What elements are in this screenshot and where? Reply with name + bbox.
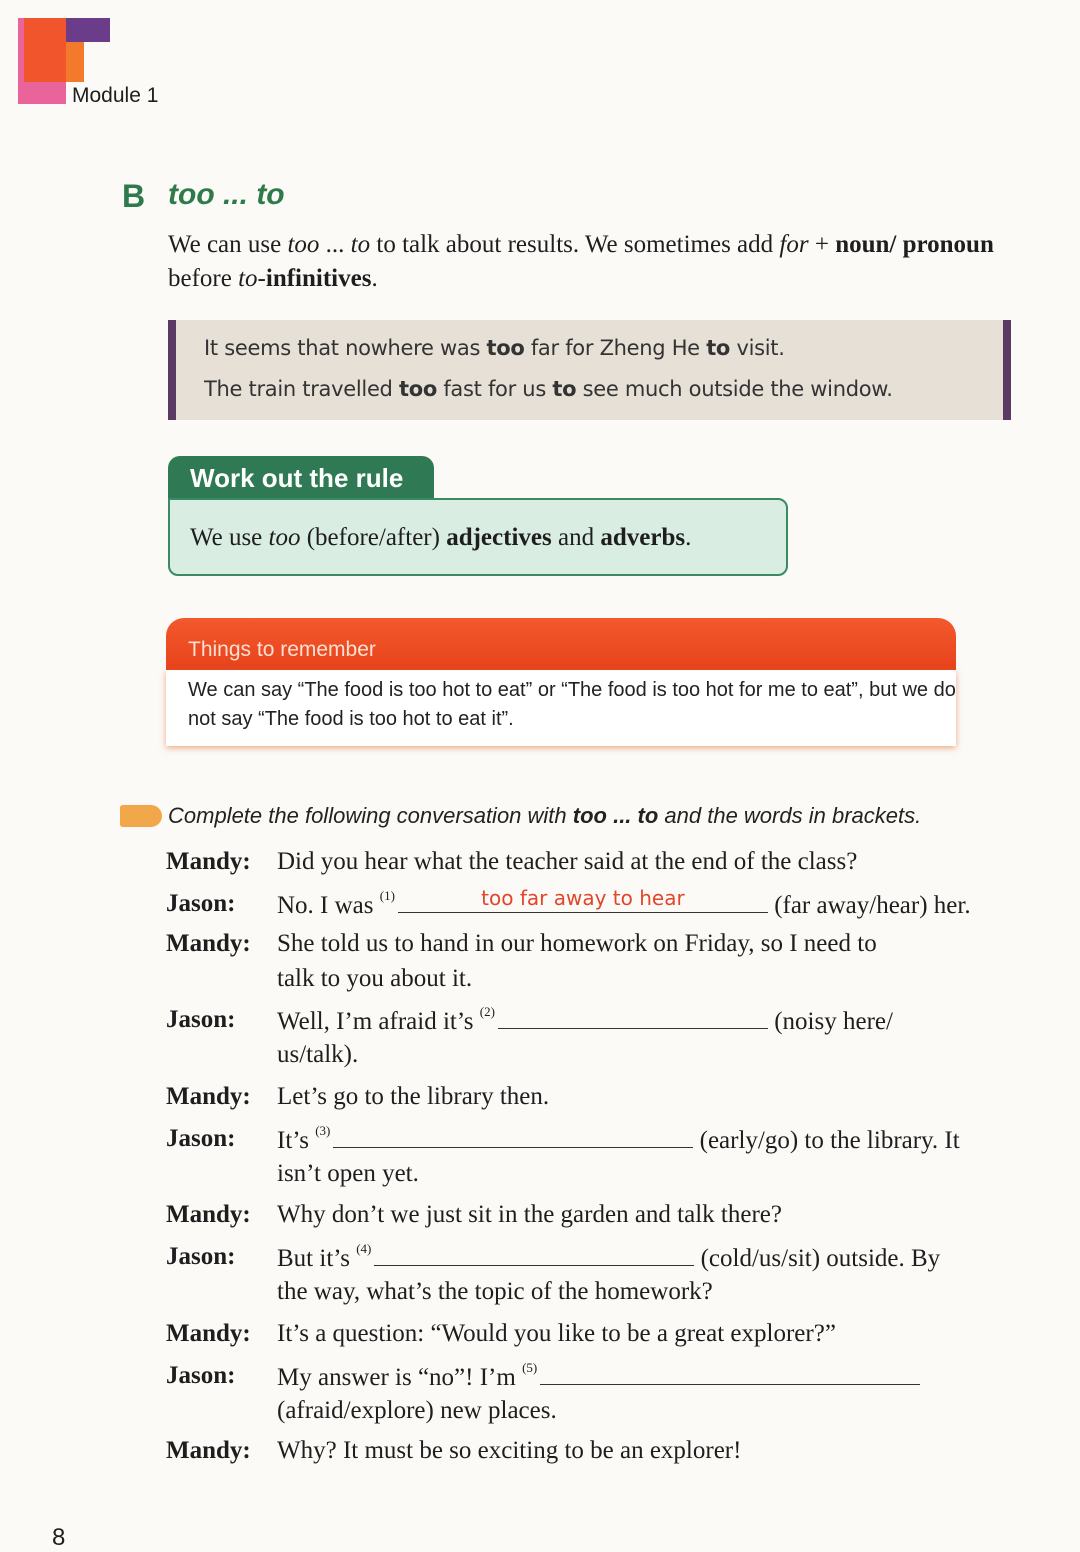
blank-number: (4)	[356, 1241, 372, 1256]
section-title: too ... to	[168, 178, 285, 211]
text-run: We can use	[168, 231, 288, 258]
text-run: ...	[319, 231, 351, 258]
text-run: We use	[190, 524, 269, 551]
answer-blank-2[interactable]	[498, 1006, 768, 1029]
text-run: The train travelled	[204, 377, 399, 401]
text-run: -	[257, 265, 266, 292]
rule-box-title: Work out the rule	[168, 456, 434, 500]
speaker-jason: Jason:	[166, 1125, 236, 1152]
text-run: too	[268, 524, 301, 551]
text-run: Well, I’m afraid it’s	[277, 1008, 480, 1035]
text-run: Did you hear what the teacher said at the end of the class?	[277, 848, 858, 875]
text-run: visit.	[730, 336, 785, 360]
module-label: Module 1	[72, 84, 159, 107]
text-run: to	[706, 336, 731, 360]
text-run: Let’s go to the library then.	[277, 1083, 550, 1110]
blank-number: (2)	[479, 1004, 495, 1019]
text-run: She told us to hand in our homework on Friday, so I need to	[277, 930, 877, 957]
remember-box	[166, 618, 958, 746]
dialogue-line	[277, 848, 857, 876]
speaker-jason: Jason:	[166, 1006, 236, 1033]
text-run: (before/after)	[300, 524, 447, 551]
text-run: for	[779, 231, 809, 258]
dialogue-line	[277, 1125, 960, 1155]
text-run: too ... to	[572, 803, 659, 828]
answer-blank-5[interactable]	[540, 1362, 920, 1385]
text-run: talk to you about it.	[277, 965, 473, 992]
speaker-mandy: Mandy:	[166, 1437, 251, 1464]
dialogue-line	[277, 1243, 940, 1273]
text-run: (noisy here/	[767, 1008, 893, 1035]
remember-box-title: Things to remember	[166, 618, 956, 670]
text-run: before	[168, 265, 239, 292]
dialogue-line	[277, 1083, 549, 1111]
text-run: (far away/hear) her.	[767, 892, 971, 919]
speaker-mandy: Mandy:	[166, 1083, 251, 1110]
blank-number: (1)	[379, 888, 395, 903]
text-run: to	[350, 231, 371, 258]
text-run: It seems that nowhere was	[204, 336, 487, 360]
text-run: infinitives	[265, 265, 372, 292]
dialogue-line	[277, 1041, 358, 1069]
blank-number: (5)	[522, 1360, 538, 1375]
speaker-jason: Jason:	[166, 890, 236, 917]
rule-box	[168, 498, 788, 576]
speaker-mandy: Mandy:	[166, 1201, 251, 1228]
dialogue-line	[277, 1278, 713, 1306]
text-run: to talk about results. We sometimes add	[370, 231, 780, 258]
dialogue-line	[277, 1362, 920, 1392]
blank-number: (3)	[315, 1123, 331, 1138]
dialogue-line	[277, 1006, 893, 1036]
text-run: (early/go) to the library. It	[693, 1127, 960, 1154]
dialogue-line	[277, 965, 472, 993]
text-run: see much outside the window.	[576, 377, 893, 401]
speaker-mandy: Mandy:	[166, 848, 251, 875]
intro-paragraph	[168, 228, 1018, 296]
text-run: Complete the following conversation with	[168, 803, 573, 828]
text-run: .	[371, 265, 378, 292]
answer-blank-3[interactable]	[333, 1125, 693, 1148]
dialogue-line	[277, 1160, 419, 1188]
speaker-jason: Jason:	[166, 1362, 236, 1389]
text-run: us/talk).	[277, 1041, 359, 1068]
text-run: +	[808, 231, 836, 258]
text-run: Why don’t we just sit in the garden and talk there?	[277, 1201, 782, 1228]
text-run: (afraid/explore) new places.	[277, 1397, 557, 1424]
text-run: fast for us	[436, 377, 553, 401]
sample-answer: too far away to hear	[481, 886, 685, 910]
dialogue-line	[277, 1397, 557, 1425]
speaker-mandy: Mandy:	[166, 930, 251, 957]
text-run: (cold/us/sit) outside. By	[694, 1245, 941, 1272]
text-run: too	[486, 336, 525, 360]
text-run: too	[398, 377, 437, 401]
dialogue-line	[277, 930, 877, 958]
text-run: to	[238, 265, 258, 292]
dialogue-line	[277, 1320, 836, 1348]
section-letter: B	[122, 178, 146, 214]
text-run: My answer is “no”! I’m	[277, 1364, 523, 1391]
text-run: the way, what’s the topic of the homework?	[277, 1278, 713, 1305]
speaker-mandy: Mandy:	[166, 1320, 251, 1347]
text-run: to	[552, 377, 577, 401]
text-run: No. I was	[277, 892, 380, 919]
exercise-instruction	[168, 803, 921, 829]
text-run: noun/ pronoun	[835, 231, 994, 258]
text-run: Why? It must be so exciting to be an explorer!	[277, 1437, 742, 1464]
answer-blank-4[interactable]	[374, 1243, 694, 1266]
text-run: adverbs	[600, 524, 686, 551]
text-run: and the words in brackets.	[658, 803, 922, 828]
dialogue-line	[277, 886, 971, 920]
example-sentence-2	[204, 377, 893, 401]
text-run: It’s	[277, 1127, 316, 1154]
text-run: far for Zheng He	[524, 336, 707, 360]
text-run: and	[551, 524, 601, 551]
text-run: But it’s	[277, 1245, 357, 1272]
text-run: .	[685, 524, 692, 551]
remember-box-text: We can say “The food is too hot to eat” or “The food is too hot for me to eat”, but we do not say “The food is too hot to eat it”.	[166, 670, 956, 746]
text-run: It’s a question: “Would you like to be a great explorer?”	[277, 1320, 836, 1347]
exercise-marker-icon	[120, 805, 162, 827]
answer-blank-1[interactable]	[398, 886, 768, 913]
text-run: adjectives	[446, 524, 552, 551]
page-number: 8	[52, 1524, 66, 1551]
speaker-jason: Jason:	[166, 1243, 236, 1270]
text-run: isn’t open yet.	[277, 1160, 419, 1187]
dialogue-line	[277, 1437, 741, 1465]
text-run: too	[287, 231, 320, 258]
example-sentence-1	[204, 336, 785, 360]
example-box	[168, 320, 1011, 420]
dialogue-line	[277, 1201, 782, 1229]
